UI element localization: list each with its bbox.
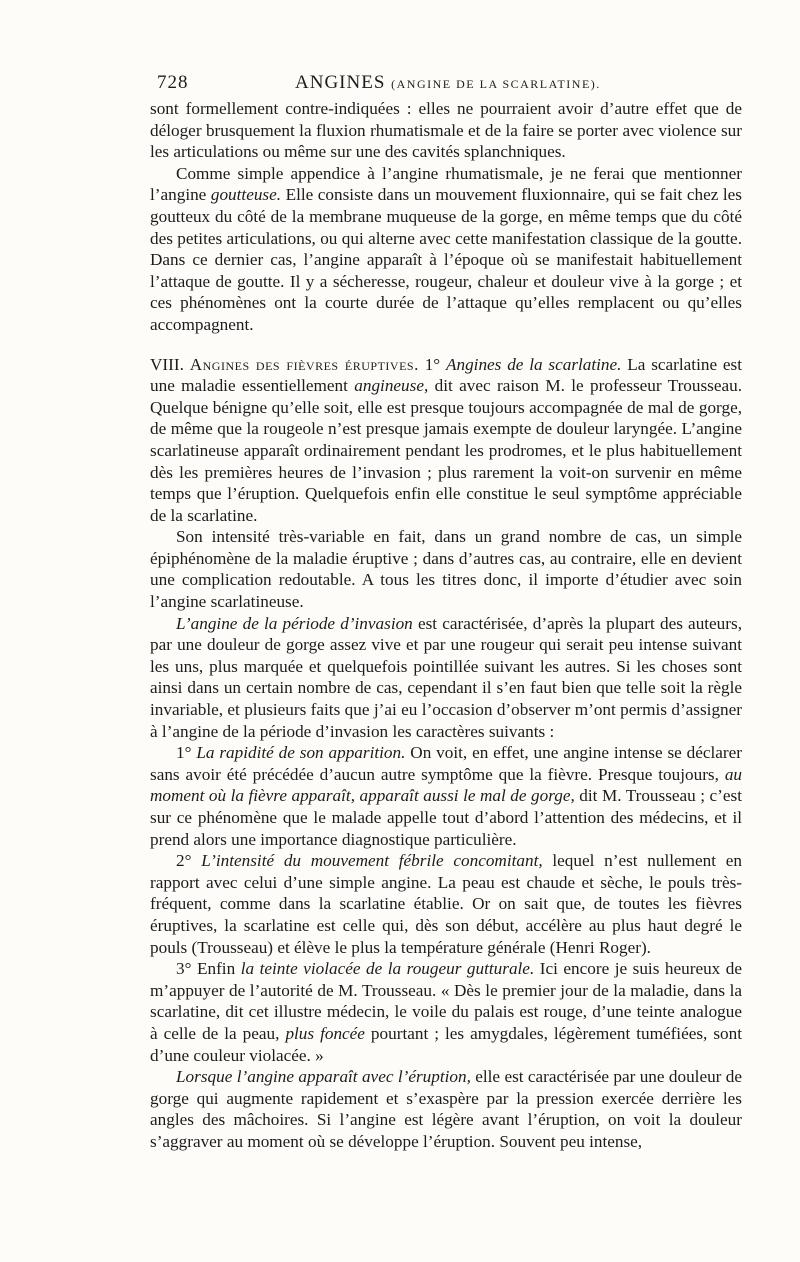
text-run: La scarlatine est une maladie essentiellement: [150, 354, 742, 396]
page-number: 728: [157, 72, 189, 93]
italic-text: angineuse,: [354, 376, 429, 396]
text-run: lequel n’est nullement en rapport avec celui d’une simple angine. La peau est chaude et sèche, le pouls très-fréquent, comme dans la scarlatine établie. Or on sait que, de toutes les fièvres éruptives, la scarlatine est celle qui, dès son début, accélère au plus haut degré le pouls (Trousseau) et élève le plus la température générale (Henri Roger).: [150, 851, 742, 957]
text-run: sont formellement contre-indiquées : elles ne pourraient avoir d’autre effet que de déloger brusquement la fluxion rhumatismale et de la faire se porter avec violence sur les articulations ou même sur une des cavités splanchniques.: [150, 99, 742, 162]
italic-text: la teinte violacée de la rougeur gutturale.: [240, 959, 535, 979]
paragraph: [150, 850, 742, 958]
text-run: Comme simple appendice à l’angine rhumatismale, je ne ferai que mentionner l’angine: [150, 163, 742, 205]
paragraph: [150, 613, 742, 743]
text-run: 1°: [176, 743, 197, 763]
text-run: dit avec raison M. le professeur Trousseau. Quelque bénigne qu’elle soit, elle est presque toujours accompagnée de mal de gorge, de même que la rougeole n’est presque jamais exempte de douleur laryngée. L’angine scarlatineuse apparaît ordinairement pendant les prodromes, et le plus habituellement dès les premières heures de l’invasion ; plus rarement la voit-on survenir en même temps que l’éruption. Quelquefois enfin elle constitue le seul symptôme appréciable de la scarlatine.: [150, 376, 743, 525]
italic-text: Lorsque l’angine apparaît avec l’éruption,: [176, 1067, 471, 1087]
running-header: [145, 70, 745, 96]
text-run: Elle consiste dans un mouvement fluxionnaire, qui se fait chez les goutteux du côté de la membrane muqueuse de la gorge, en même temps que du côté des petites articulations, ou qui alterne avec cette manifestation classique de la goutte. Dans ce dernier cas, l’angine apparaît à l’époque où se manifestait habituellement l’attaque de goutte. Il y a sécheresse, rougeur, chaleur et douleur vive à la gorge ; et ces phénomènes ont la courte durée de l’attaque qu’elles remplacent ou qu’elles accompagnent.: [150, 185, 742, 334]
text-run: 2°: [176, 851, 202, 871]
italic-text: La rapidité de son apparition.: [196, 743, 406, 763]
section-title: Angines des fièvres éruptives.: [189, 354, 419, 374]
paragraph: [150, 526, 742, 612]
italic-text: L’angine de la période d’invasion: [176, 613, 413, 633]
text-run: On voit, en effet, une angine intense se déclarer sans avoir été précédée d’aucun autre symptôme que la fièvre. Presque toujours,: [150, 743, 742, 784]
text-run: Ici encore je suis heureux de m’appuyer de l’autorité de M. Trousseau. « Dès le premier jour de la maladie, dans la scarlatine, dit cet illustre médecin, le voile du palais est rouge, d’une teinte analogue à celle de la peau,: [150, 959, 743, 1043]
text-run: pourtant ; les amygdales, légèrement tuméfiées, sont d’une couleur violacée. »: [150, 1023, 742, 1065]
italic-text: L’intensité du mouvement fébrile concomitant,: [201, 851, 543, 871]
text-run: VIII.: [150, 354, 190, 374]
text-run: 3° Enfin: [176, 959, 241, 979]
page-body: [150, 98, 742, 1153]
running-title-main: ANGINES: [295, 72, 386, 93]
text-run: est caractérisée, d’après la plupart des auteurs, par une douleur de gorge assez vive et par une rougeur qui serait peu intense suivant les uns, plus marquée et quelquefois pointillée suivant les autres. Si les choses sont ainsi dans un certain nombre de cas, cependant il s’en faut bien que telle soit la règle invariable, et plusieurs faits que j’ai eu l’occasion d’observer m’ont permis d’assigner à l’angine de la période d’invasion les caractères suivants :: [150, 613, 742, 741]
italic-text: au moment où la fièvre apparaît, apparaît aussi le mal de gorge,: [150, 764, 742, 806]
text-run: dit M. Trousseau ; c’est sur ce phénomène que le malade appelle tout d’abord l’attention des médecins, et il prend alors une importance diagnostique particulière.: [150, 786, 742, 849]
paragraph: [150, 98, 742, 163]
italic-text: Angines de la scarlatine.: [446, 354, 622, 374]
running-title: [295, 72, 601, 94]
paragraph: [150, 742, 742, 850]
italic-text: goutteuse.: [210, 185, 282, 205]
section-heading-paragraph: [150, 354, 742, 527]
paragraph: [150, 958, 742, 1066]
text-run: Son intensité très-variable en fait, dans un grand nombre de cas, un simple épiphénomène de la maladie éruptive ; dans d’autres cas, au contraire, elle en devient une complication redoutable. A tous les titres donc, il importe d’étudier avec soin l’angine scarlatineuse.: [150, 527, 742, 612]
text-run: 1°: [418, 354, 446, 374]
running-title-sub: (ANGINE DE LA SCARLATINE).: [391, 77, 601, 91]
paragraph: [150, 163, 742, 336]
text-run: elle est caractérisée par une douleur de gorge qui augmente rapidement et s’exaspère par la pression exercée derrière les angles des mâchoires. Si l’angine est légère avant l’éruption, on voit la douleur s’aggraver au moment où se développe l’éruption. Souvent peu intense,: [150, 1067, 742, 1151]
paragraph: [150, 1066, 742, 1152]
italic-text: plus foncée: [285, 1023, 365, 1043]
